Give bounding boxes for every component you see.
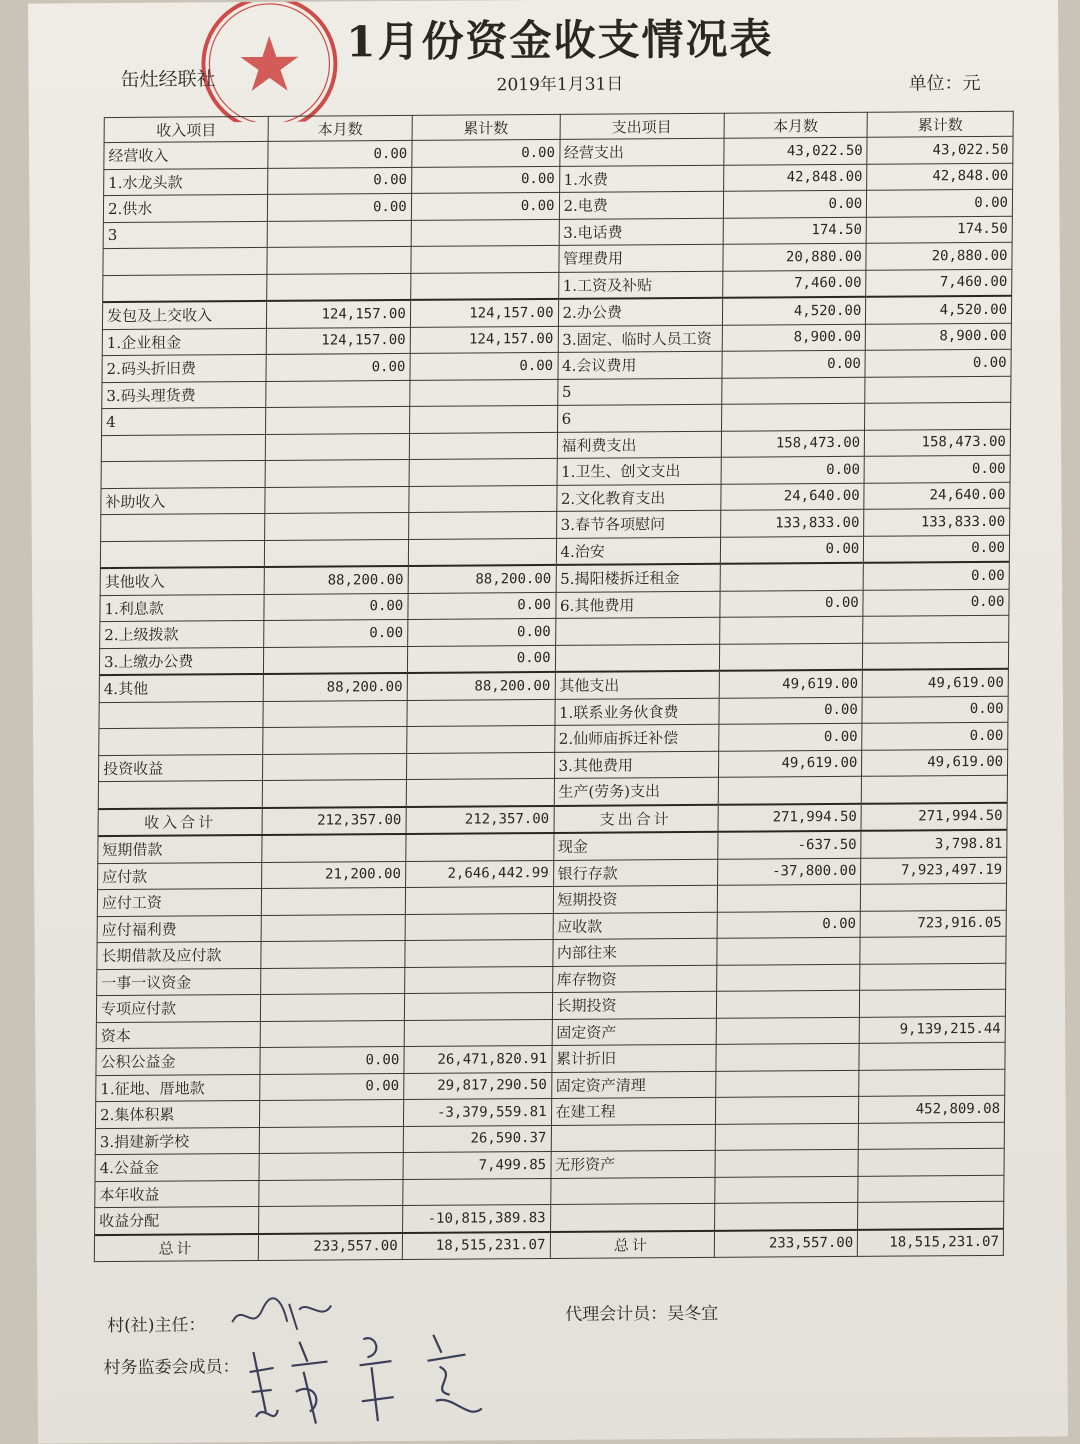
cell-expense-month: 174.50 (723, 217, 867, 245)
accountant-label: 代理会计员：吴冬宜 (565, 1303, 719, 1325)
cell-expense-item: 1.水费 (559, 165, 723, 193)
cell-expense-cumulative (858, 1122, 1004, 1150)
cell-income-cumulative: 212,357.00 (406, 805, 554, 834)
cell-income-cumulative: 0.00 (407, 618, 555, 646)
cell-expense-cumulative: 18,515,231.07 (858, 1228, 1004, 1256)
cell-expense-month: 20,880.00 (723, 243, 867, 271)
cell-expense-item: 固定资产 (552, 1018, 716, 1046)
cell-expense-month: 7,460.00 (722, 270, 866, 298)
cell-income-cumulative: 88,200.00 (408, 565, 556, 593)
cell-expense-item: 无形资产 (551, 1150, 715, 1178)
cell-expense-month: 24,640.00 (720, 483, 864, 511)
cell-expense-month: 49,619.00 (719, 670, 863, 698)
col-header-income-month: 本月数 (268, 115, 412, 141)
cell-expense-cumulative: 174.50 (866, 216, 1012, 244)
cell-expense-month (719, 643, 863, 671)
col-header-expense-cumulative: 累计数 (867, 111, 1013, 137)
cell-income-cumulative (409, 458, 557, 486)
cell-income-month (265, 486, 409, 514)
cell-expense-cumulative: 0.00 (864, 455, 1010, 483)
cell-income-month (259, 1126, 403, 1154)
director-signature (227, 1291, 337, 1336)
cell-expense-month: 0.00 (722, 350, 866, 378)
cell-income-cumulative: -3,379,559.81 (403, 1098, 551, 1126)
cell-expense-item (555, 644, 719, 672)
cell-income-month: 88,200.00 (264, 566, 408, 594)
cell-expense-cumulative: 9,139,215.44 (859, 1016, 1005, 1044)
cell-income-month (266, 380, 410, 408)
cell-income-item: 投资收益 (99, 754, 263, 782)
cell-expense-cumulative: 0.00 (862, 722, 1008, 750)
cell-expense-month: 271,994.50 (718, 803, 862, 832)
cell-income-item (101, 434, 265, 462)
cell-income-item: 3.码头理货费 (102, 381, 266, 409)
cell-expense-item: 3.其他费用 (554, 751, 718, 779)
cell-income-month: 0.00 (264, 593, 408, 621)
cell-income-item (100, 540, 264, 568)
cell-expense-item: 其他支出 (555, 671, 719, 699)
cell-expense-cumulative: 158,473.00 (865, 429, 1011, 457)
cell-income-cumulative (403, 1178, 551, 1206)
cell-expense-month (715, 1096, 859, 1124)
cell-expense-item: 福利费支出 (557, 431, 721, 459)
cell-expense-month (715, 1123, 859, 1151)
cell-expense-item: 支出合计 (554, 804, 718, 833)
cell-expense-cumulative: 271,994.50 (861, 802, 1007, 831)
cell-expense-cumulative: 49,619.00 (862, 669, 1008, 697)
cell-expense-item: 生产(劳务)支出 (554, 777, 718, 805)
cell-expense-item: 管理费用 (558, 244, 722, 272)
cell-income-month (261, 940, 405, 968)
cell-income-month (263, 700, 407, 728)
cell-income-cumulative: 0.00 (410, 352, 558, 380)
cell-income-item: 应付工资 (97, 888, 261, 916)
cell-expense-item: 6.其他费用 (555, 591, 719, 619)
cell-expense-item: 固定资产清理 (551, 1071, 715, 1099)
cell-expense-cumulative: 43,022.50 (867, 136, 1013, 164)
cell-expense-cumulative: 0.00 (867, 189, 1013, 217)
cell-expense-item: 4.治安 (556, 537, 720, 565)
cell-income-month: 0.00 (268, 167, 412, 195)
cell-income-cumulative (409, 485, 557, 513)
cell-expense-cumulative: 42,848.00 (867, 163, 1013, 191)
cell-expense-month: 158,473.00 (721, 430, 865, 458)
cell-expense-month: 133,833.00 (720, 509, 864, 537)
cell-expense-cumulative: 4,520.00 (866, 296, 1012, 324)
cell-expense-cumulative (858, 1148, 1004, 1176)
cell-income-item: 发包及上交收入 (102, 301, 266, 329)
cell-income-cumulative (408, 511, 556, 539)
cell-income-cumulative (405, 886, 553, 914)
cell-income-month (265, 512, 409, 540)
cell-income-month (265, 459, 409, 487)
cell-income-month: 0.00 (260, 1046, 404, 1074)
cell-income-item: 应付福利费 (97, 915, 261, 943)
cell-expense-item: 1.卫生、创文支出 (557, 457, 721, 485)
cell-income-item: 公积公益金 (96, 1047, 260, 1075)
cell-expense-month: 0.00 (717, 911, 861, 939)
cell-income-cumulative: -10,815,389.83 (402, 1204, 550, 1232)
cell-expense-cumulative (865, 402, 1011, 430)
cell-income-item: 收益分配 (95, 1207, 259, 1235)
cell-expense-month: 42,848.00 (723, 164, 867, 192)
cell-income-cumulative (405, 939, 553, 967)
cell-expense-cumulative (863, 642, 1009, 670)
cell-income-cumulative (404, 992, 552, 1020)
cell-income-cumulative (404, 1019, 552, 1047)
cell-income-item: 2.码头折旧费 (102, 354, 266, 382)
cell-expense-cumulative (863, 615, 1009, 643)
cell-income-item: 3 (103, 221, 267, 249)
organization-name: 缶灶经联社 (120, 68, 216, 91)
cell-expense-month: 43,022.50 (723, 137, 867, 165)
cell-income-month: 0.00 (268, 140, 412, 168)
cell-income-month (267, 220, 411, 248)
cell-income-item: 3.捐建新学校 (95, 1127, 259, 1155)
cell-expense-item: 银行存款 (553, 859, 717, 887)
cell-expense-item: 3.固定、临时人员工资 (558, 325, 722, 353)
cell-income-cumulative (411, 219, 559, 247)
unit-label: 单位：元 (908, 72, 981, 95)
cell-income-cumulative: 0.00 (411, 192, 559, 220)
cell-income-item: 收入合计 (98, 807, 262, 836)
cell-expense-item: 总计 (550, 1230, 714, 1258)
cell-expense-item: 在建工程 (551, 1097, 715, 1125)
cell-expense-cumulative: 8,900.00 (865, 323, 1011, 351)
cell-income-item: 短期借款 (98, 835, 262, 863)
cell-expense-item: 累计折旧 (551, 1044, 715, 1072)
cell-expense-month (717, 884, 861, 912)
cell-income-month: 88,200.00 (263, 673, 407, 701)
cell-income-month (261, 887, 405, 915)
cell-income-month (262, 834, 406, 862)
cell-expense-item: 2.文化教育支出 (556, 484, 720, 512)
cell-income-cumulative: 26,471,820.91 (404, 1045, 552, 1073)
cell-income-cumulative (404, 966, 552, 994)
cell-expense-cumulative: 0.00 (865, 349, 1011, 377)
cell-expense-item: 内部往来 (552, 938, 716, 966)
cell-expense-item: 6 (557, 404, 721, 432)
cell-income-item (99, 727, 263, 755)
cell-expense-month: 8,900.00 (722, 324, 866, 352)
cell-income-cumulative: 0.00 (408, 592, 556, 620)
cell-income-item: 4 (102, 407, 266, 435)
cell-income-item: 总计 (94, 1234, 258, 1262)
cell-expense-month (716, 990, 860, 1018)
cell-income-item: 资本 (96, 1021, 260, 1049)
committee-label: 村务监委会成员： (103, 1357, 240, 1379)
cell-expense-month (718, 776, 862, 804)
cell-income-cumulative (406, 778, 554, 806)
cell-income-month (259, 1179, 403, 1207)
report-date: 2019年1月31日 (496, 74, 624, 96)
cell-expense-month: 0.00 (720, 590, 864, 618)
cell-expense-item: 4.会议费用 (557, 351, 721, 379)
cell-expense-month (714, 1202, 858, 1230)
cell-income-cumulative: 18,515,231.07 (402, 1231, 550, 1259)
cell-expense-cumulative (861, 883, 1007, 911)
col-header-income-item: 收入项目 (104, 116, 268, 142)
cell-expense-cumulative (860, 963, 1006, 991)
cell-income-item: 其他收入 (100, 567, 264, 595)
cell-income-item: 本年收益 (95, 1180, 259, 1208)
cell-income-item: 一事一议资金 (97, 968, 261, 996)
cell-expense-cumulative: 0.00 (863, 562, 1009, 590)
cell-income-month: 0.00 (268, 193, 412, 221)
col-header-expense-item: 支出项目 (560, 113, 724, 139)
cell-income-cumulative: 7,499.85 (403, 1151, 551, 1179)
cell-expense-item: 短期投资 (553, 885, 717, 913)
cell-income-item: 经营收入 (104, 141, 268, 169)
cell-expense-cumulative: 133,833.00 (864, 508, 1010, 536)
cell-income-cumulative: 124,157.00 (410, 326, 558, 354)
cell-income-cumulative: 0.00 (407, 645, 555, 673)
cell-income-month (267, 246, 411, 274)
cell-income-month (265, 539, 409, 567)
cell-income-month (260, 1100, 404, 1128)
cell-income-item (101, 460, 265, 488)
cell-expense-cumulative (862, 775, 1008, 803)
cell-income-item: 1.水龙头款 (104, 168, 268, 196)
cell-income-month: 124,157.00 (266, 327, 410, 355)
cell-expense-month (721, 403, 865, 431)
cell-expense-item: 1.工资及补贴 (558, 271, 722, 299)
cell-income-cumulative: 29,817,290.50 (403, 1072, 551, 1100)
cell-income-item: 2.集体积累 (95, 1101, 259, 1129)
cell-expense-cumulative (860, 989, 1006, 1017)
cell-income-item (103, 247, 267, 275)
official-seal (194, 1, 345, 122)
cell-income-item: 4.公益金 (95, 1154, 259, 1182)
cell-income-item: 2.供水 (103, 194, 267, 222)
cell-expense-cumulative (860, 936, 1006, 964)
cell-expense-month (719, 616, 863, 644)
cell-expense-item: 长期投资 (552, 991, 716, 1019)
cell-expense-item: 经营支出 (559, 138, 723, 166)
cell-expense-cumulative: 7,460.00 (866, 269, 1012, 297)
cell-income-item: 长期借款及应付款 (97, 941, 261, 969)
cell-expense-cumulative: 452,809.08 (859, 1095, 1005, 1123)
cell-income-item (103, 274, 267, 302)
cell-expense-cumulative: 24,640.00 (864, 482, 1010, 510)
cell-expense-item: 库存物资 (552, 965, 716, 993)
cell-income-cumulative (410, 272, 558, 300)
cell-income-cumulative: 0.00 (412, 139, 560, 167)
cell-income-month (262, 779, 406, 807)
cell-income-month: 0.00 (260, 1073, 404, 1101)
cell-income-month (267, 273, 411, 301)
cell-income-month: 21,200.00 (262, 861, 406, 889)
cell-expense-item: 2.电费 (559, 191, 723, 219)
cell-income-item: 补助收入 (101, 487, 265, 515)
cell-income-cumulative: 124,157.00 (410, 299, 558, 327)
cell-expense-cumulative: 3,798.81 (861, 830, 1007, 858)
cell-income-item: 1.企业租金 (102, 328, 266, 356)
cell-expense-item: 2.仙师庙拆迁补偿 (554, 724, 718, 752)
cell-expense-cumulative: 0.00 (864, 535, 1010, 563)
cell-expense-month (716, 1017, 860, 1045)
cell-expense-month: 233,557.00 (714, 1229, 858, 1257)
cell-income-cumulative (405, 913, 553, 941)
cell-expense-item: 应收款 (553, 912, 717, 940)
cell-expense-cumulative: 49,619.00 (862, 749, 1008, 777)
cell-expense-item: 5.揭阳楼拆迁租金 (556, 564, 720, 592)
cell-expense-month (721, 377, 865, 405)
cell-income-month (261, 993, 405, 1021)
cell-income-item (98, 780, 262, 808)
cell-expense-cumulative (859, 1042, 1005, 1070)
ledger-row (94, 1228, 1003, 1261)
cell-income-month: 212,357.00 (262, 806, 406, 835)
col-header-income-cumulative: 累计数 (412, 114, 560, 140)
cell-income-month: 233,557.00 (258, 1233, 402, 1261)
cell-income-cumulative (406, 725, 554, 753)
cell-income-cumulative: 26,590.37 (403, 1125, 551, 1153)
cell-income-cumulative: 88,200.00 (407, 672, 555, 700)
cell-expense-item (550, 1203, 714, 1231)
cell-expense-month: 0.00 (719, 697, 863, 725)
cell-expense-item: 2.办公费 (558, 298, 722, 326)
cell-income-cumulative (407, 699, 555, 727)
cell-income-month (266, 406, 410, 434)
cell-income-month: 0.00 (266, 353, 410, 381)
cell-expense-month: -37,800.00 (717, 858, 861, 886)
cell-income-cumulative (406, 752, 554, 780)
cell-expense-item: 现金 (553, 832, 717, 860)
cell-expense-item (555, 617, 719, 645)
cell-income-cumulative: 0.00 (411, 166, 559, 194)
cell-expense-month: 0.00 (718, 723, 862, 751)
cell-expense-month (715, 1149, 859, 1177)
cell-expense-month (715, 1070, 859, 1098)
cell-income-month (261, 967, 405, 995)
cell-income-month: 0.00 (264, 619, 408, 647)
cell-income-month (263, 753, 407, 781)
committee-signatures (243, 1330, 504, 1432)
cell-expense-month: -637.50 (717, 831, 861, 859)
cell-income-item: 4.其他 (99, 674, 263, 702)
cell-income-month (261, 914, 405, 942)
cell-income-month (264, 646, 408, 674)
cell-expense-item: 3.春节各项慰问 (556, 510, 720, 538)
cell-expense-month (720, 563, 864, 591)
cell-expense-item: 1.联系业务伙食费 (554, 698, 718, 726)
cell-income-month (260, 1020, 404, 1048)
cell-income-month (263, 726, 407, 754)
cell-expense-cumulative: 0.00 (862, 696, 1008, 724)
cell-expense-cumulative: 0.00 (863, 589, 1009, 617)
cell-expense-item (551, 1124, 715, 1152)
cell-expense-month (716, 964, 860, 992)
cell-expense-cumulative: 7,923,497.19 (861, 857, 1007, 885)
cell-income-month (259, 1153, 403, 1181)
cell-expense-month (716, 937, 860, 965)
cell-income-cumulative: 2,646,442.99 (405, 860, 553, 888)
cell-expense-cumulative (858, 1175, 1004, 1203)
cell-income-item: 应付款 (98, 862, 262, 890)
cell-income-month (259, 1206, 403, 1234)
cell-income-item (101, 513, 265, 541)
cell-income-item: 专项应付款 (96, 994, 260, 1022)
cell-expense-month (716, 1043, 860, 1071)
ledger-paper (28, 0, 1068, 1444)
cell-expense-month: 0.00 (720, 536, 864, 564)
cell-expense-item: 3.电话费 (559, 218, 723, 246)
cell-expense-month (714, 1176, 858, 1204)
cell-income-item: 3.上缴办公费 (99, 647, 263, 675)
cell-income-item: 1.征地、厝地款 (96, 1074, 260, 1102)
cell-income-cumulative (411, 245, 559, 273)
page-title: 1月份资金收支情况表 (346, 14, 774, 67)
cell-expense-month: 4,520.00 (722, 297, 866, 325)
cell-income-item: 1.利息款 (100, 594, 264, 622)
cell-expense-month: 49,619.00 (718, 750, 862, 778)
cell-income-month: 124,157.00 (267, 300, 411, 328)
cell-expense-month: 0.00 (721, 456, 865, 484)
cell-expense-cumulative: 723,916.05 (860, 910, 1006, 938)
cell-income-cumulative (408, 538, 556, 566)
cell-income-cumulative (406, 833, 554, 861)
cell-income-item (99, 701, 263, 729)
cell-expense-month: 0.00 (723, 190, 867, 218)
director-label: 村(社)主任： (107, 1315, 206, 1337)
cell-expense-cumulative: 20,880.00 (866, 242, 1012, 270)
cell-income-cumulative (409, 405, 557, 433)
cell-expense-cumulative (859, 1069, 1005, 1097)
cell-expense-cumulative (858, 1201, 1004, 1229)
cell-income-item: 2.上级拨款 (100, 620, 264, 648)
cell-expense-item (550, 1177, 714, 1205)
ledger-body (94, 136, 1013, 1261)
cell-income-cumulative (410, 379, 558, 407)
cell-expense-item: 5 (557, 378, 721, 406)
cell-expense-cumulative (865, 376, 1011, 404)
ledger-table (94, 111, 1014, 1262)
col-header-expense-month: 本月数 (724, 112, 868, 138)
cell-income-month (265, 433, 409, 461)
cell-income-cumulative (409, 432, 557, 460)
